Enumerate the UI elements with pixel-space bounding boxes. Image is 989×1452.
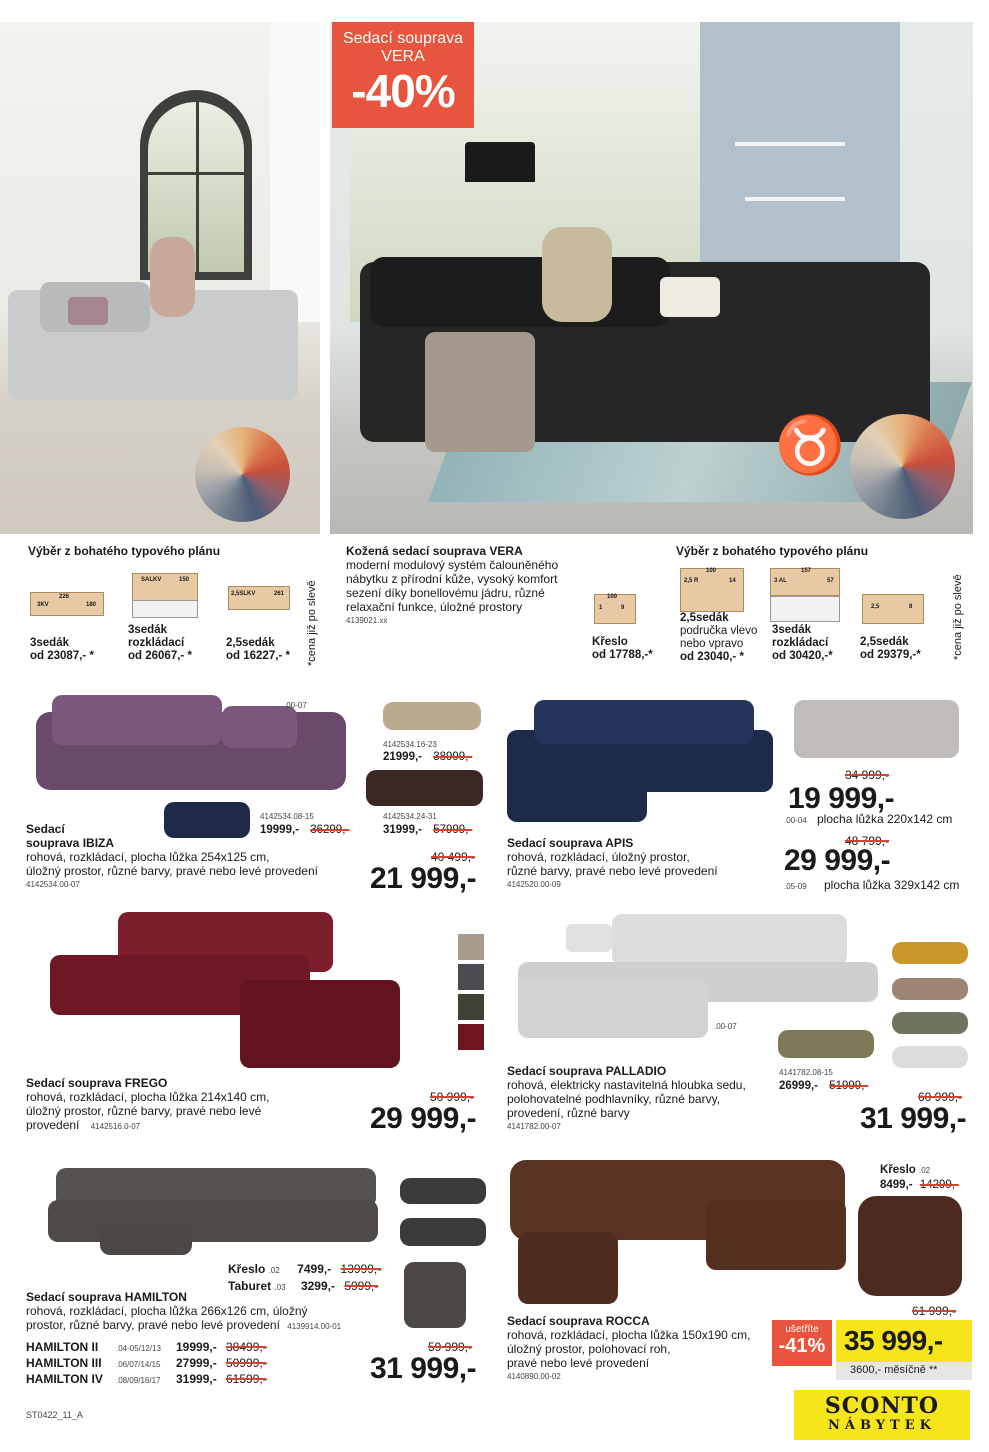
apis-title: Sedací souprava APIS: [507, 836, 634, 850]
banner-subtitle: VERA: [381, 48, 425, 65]
frego-color-swatch-4: [458, 1024, 484, 1050]
plan-2-5sedak-right: 2,5 8: [862, 594, 924, 624]
hamilton-taburet-code: .03: [274, 1283, 286, 1292]
palladio-code: 4141782.00-07: [507, 1122, 561, 1131]
hamilton-desc-2: prostor, různé barvy, pravé nebo levé provedení: [26, 1318, 280, 1332]
apis-v2-old: 48 799,-: [845, 834, 890, 848]
logo-line-2: NÁBYTEK: [828, 1418, 936, 1433]
rocca-kreslo-code: .02: [919, 1166, 931, 1175]
hamilton-variant-old: 61599,-: [226, 1372, 267, 1386]
hamilton-old-price: 59 999,-: [428, 1340, 473, 1354]
palladio-sub-price: 26999,-: [779, 1080, 819, 1092]
frego-color-swatch-3: [458, 994, 484, 1020]
hamilton-variant-code: .04-05/12/13: [116, 1344, 161, 1353]
plan-right-2-detail-2: nebo vpravo: [680, 638, 744, 650]
ibiza-old-price: 40 499,-: [431, 850, 476, 864]
price-note-left: *cena již po slevě: [306, 580, 318, 666]
frego-code: 4142516.0-07: [90, 1122, 141, 1131]
ibiza-sub-brown-image: [366, 770, 483, 806]
hamilton-variant-list: [26, 1340, 267, 1388]
rocca-kreslo-image: [858, 1196, 962, 1296]
hamilton-desc-1: rohová, rozkládací, plocha lůžka 266x126 cm, úložný: [26, 1304, 308, 1318]
hamilton-variant-name: HAMILTON III: [26, 1356, 102, 1370]
palladio-color-4: [892, 1046, 968, 1068]
hamilton-price: 31 999,-: [370, 1352, 477, 1385]
hamilton-variant-name: HAMILTON II: [26, 1340, 99, 1354]
rocca-save-label: ušetříte: [785, 1324, 819, 1335]
plans-left-heading: Výběr z bohatého typového plánu: [28, 544, 221, 558]
ibiza-sub-1-code: 4142534.16-23: [383, 740, 437, 749]
apis-code: 4142520.00-09: [507, 880, 561, 889]
palladio-sub-code: 4141782.08-15: [779, 1068, 833, 1077]
rocca-monthly-box: [836, 1362, 972, 1380]
hamilton-variant-row: [26, 1372, 267, 1388]
frego-color-swatch-2: [458, 964, 484, 990]
hamilton-taburet-price: 3299,-: [300, 1279, 335, 1293]
hamilton-kreslo-code: .02: [268, 1266, 280, 1275]
hamilton-kreslo-label: Křeslo: [228, 1262, 266, 1276]
apis-v2-code: .05-09: [784, 882, 807, 891]
hamilton-variant-name: HAMILTON IV: [26, 1372, 103, 1386]
rocca-kreslo-price: 8499,-: [880, 1179, 913, 1191]
hamilton-variant-old: 50999,-: [226, 1356, 267, 1370]
apis-v1-size: plocha lůžka 220x142 cm: [817, 812, 953, 826]
plan-left-3-name: 2,5sedák: [226, 637, 275, 649]
plan-right-1-price: od 17788,-*: [592, 649, 653, 661]
hamilton-kreslo-old: 13999,-: [340, 1262, 382, 1276]
vera-desc-1: moderní modulový systém čalouněného: [346, 558, 559, 572]
ibiza-title-1: Sedací: [26, 822, 65, 836]
hamilton-variant-row: [26, 1356, 267, 1372]
apis-desc-1: rohová, rozkládací, úložný prostor,: [507, 850, 690, 864]
palladio-variant: .00-07: [714, 1022, 737, 1031]
ibiza-sub-2-old: 57999,-: [433, 824, 473, 836]
palladio-old-price: 60 999,-: [918, 1090, 963, 1104]
palladio-desc-2: polohovatelné podhlavníky, různé barvy,: [507, 1092, 721, 1106]
rocca-price-box: [836, 1320, 972, 1362]
plan-right-2-detail-1: područka vlevo: [680, 625, 758, 637]
vera-desc-2: nábytku z přírodní kůže, vysoký komfort: [346, 572, 558, 586]
frego-title: Sedací souprava FREGO: [26, 1076, 168, 1090]
frego-desc-1: rohová, rozkládací, plocha lůžka 214x140 cm,: [26, 1090, 270, 1104]
vera-title: Kožená sedací souprava VERA: [346, 544, 523, 558]
ibiza-desc-1: rohová, rozkládací, plocha lůžka 254x125 cm,: [26, 850, 270, 864]
hamilton-variant-code: .08/09/16/17: [116, 1376, 161, 1385]
plans-right-heading: Výběr z bohatého typového plánu: [676, 544, 869, 558]
palladio-sub-old: 51999,-: [829, 1080, 869, 1092]
banner-discount: -40%: [351, 65, 455, 117]
palladio-desc-3: provedení, různé barvy: [507, 1106, 630, 1120]
leather-icon: ♉: [775, 413, 845, 476]
hamilton-variant-row: [26, 1340, 267, 1356]
hamilton-sub-1-image: [400, 1178, 486, 1204]
plan-2-5sedak-podrucka: 100 2,5 R 14: [680, 568, 744, 612]
apis-desc-2: různé barvy, pravé nebo levé provedení: [507, 864, 718, 878]
hamilton-kreslo-price: 7499,-: [297, 1262, 332, 1276]
plan-left-2-name2: rozkládací: [128, 637, 185, 649]
ibiza-sub-2-price: 31999,-: [383, 824, 423, 836]
palladio-color-1: [892, 942, 968, 964]
vera-desc-4: relaxační funkce, úložné prostory: [346, 600, 523, 614]
rocca-desc-3: pravé nebo levé provedení: [507, 1356, 650, 1370]
rocca-price: 35 999,-: [844, 1325, 943, 1356]
rocca-save-badge: [772, 1320, 832, 1366]
hamilton-variant-price: 19999,-: [176, 1340, 217, 1354]
frego-desc-3: provedení: [26, 1118, 80, 1132]
plan-kreslo: 100 1 9: [594, 594, 636, 624]
palladio-sub-image: [778, 1030, 874, 1058]
ibiza-title-2: souprava IBIZA: [26, 836, 115, 850]
frego-desc-2: úložný prostor, různé barvy, pravé nebo levé: [26, 1104, 262, 1118]
vera-desc-3: sezení díky bonellovému jádru, různé: [346, 586, 545, 600]
hamilton-sub-2-image: [400, 1218, 486, 1246]
rocca-old-price: 61 999,-: [912, 1304, 957, 1318]
rocca-kreslo-old: 14299,-: [919, 1179, 959, 1191]
apis-v2-price: 29 999,-: [784, 844, 891, 877]
banner-title: Sedací souprava: [342, 30, 464, 47]
ibiza-variant: .00-07: [284, 701, 307, 710]
ibiza-sub-1-price: 21999,-: [383, 751, 423, 763]
ibiza-code: 4142534.00-07: [26, 880, 80, 889]
ibiza-sub-3-old: 36299,-: [310, 824, 350, 836]
sconto-logo: [794, 1390, 970, 1440]
hamilton-title: Sedací souprava HAMILTON: [26, 1290, 187, 1304]
palladio-color-2: [892, 978, 968, 1000]
rocca-save-pct: -41%: [778, 1335, 826, 1357]
vera-code: 4139021.xx: [346, 616, 388, 625]
ibiza-sub-3-code: 4142534.08-15: [260, 812, 314, 821]
hamilton-variant-price: 27999,-: [176, 1356, 217, 1370]
hamilton-variant-code: .06/07/14/15: [116, 1360, 161, 1369]
apis-sub-image: [794, 700, 959, 758]
frego-price: 29 999,-: [370, 1102, 477, 1135]
rocca-desc-1: rohová, rozkládací, plocha lůžka 150x190 cm,: [507, 1328, 751, 1342]
plan-left-1-price: od 23087,- *: [30, 650, 94, 662]
footer-code: ST0422_11_A: [26, 1410, 83, 1420]
apis-v1-old: 34 999,-: [845, 768, 890, 782]
plan-right-3-name: 3sedák: [772, 624, 812, 636]
frego-old-price: 50 999,-: [430, 1090, 475, 1104]
ibiza-sub-2-code: 4142534.24-31: [383, 812, 437, 821]
plan-left-3-price: od 16227,- *: [226, 650, 290, 662]
plan-right-3-name2: rozkládací: [772, 637, 829, 649]
hamilton-variant-old: 38499,-: [226, 1340, 267, 1354]
ibiza-sub-3-price: 19999,-: [260, 824, 300, 836]
plan-right-4-price: od 29379,-*: [860, 649, 921, 661]
palladio-color-3: [892, 1012, 968, 1034]
plan-right-2-name: 2,5sedák: [680, 612, 729, 624]
apis-v2-size: plocha lůžka 329x142 cm: [824, 878, 960, 892]
hamilton-code: 4139914.00-01: [287, 1322, 342, 1331]
hamilton-taburet-label: Taburet: [228, 1279, 272, 1293]
ibiza-sub-beige-image: [383, 702, 481, 730]
rocca-title: Sedací souprava ROCCA: [507, 1314, 650, 1328]
plan-right-3-price: od 30420,-*: [772, 650, 833, 662]
plan-left-2-price: od 26067,- *: [128, 650, 192, 662]
logo-line-1: SCONTO: [824, 1393, 940, 1419]
hamilton-kreslo-image: [404, 1262, 466, 1328]
ibiza-sub-1-old: 38999,-: [433, 751, 473, 763]
apis-v1-code: .00-04: [784, 816, 807, 825]
plan-right-4-name: 2,5sedák: [860, 636, 909, 648]
price-note-right: *cena již po slevě: [952, 574, 964, 660]
rocca-monthly: 3600,- měsíčně **: [850, 1364, 938, 1376]
palladio-title: Sedací souprava PALLADIO: [507, 1064, 667, 1078]
plan-right-1-name: Křeslo: [592, 636, 628, 648]
ibiza-desc-2: úložný prostor, různé barvy, pravé nebo levé provedení: [26, 864, 318, 878]
palladio-price: 31 999,-: [860, 1102, 967, 1135]
plan-3sedak: 3KV 226 180: [30, 592, 104, 616]
rocca-code: 4140890.00-02: [507, 1372, 561, 1381]
frego-color-swatch-1: [458, 934, 484, 960]
apis-v1-price: 19 999,-: [788, 782, 895, 815]
rocca-kreslo-label: Křeslo: [880, 1164, 916, 1176]
plan-2-5sedak: 2,5SLKV 261: [228, 586, 290, 610]
palladio-desc-1: rohová, elektricky nastavitelná hloubka sedu,: [507, 1078, 746, 1092]
plan-left-1-name: 3sedák: [30, 637, 70, 649]
rocca-desc-2: úložný prostor, polohovací roh,: [507, 1342, 671, 1356]
ibiza-price: 21 999,-: [370, 862, 477, 895]
hamilton-taburet-old: 5999,-: [344, 1279, 379, 1293]
plan-3sedak-rozkladaci-right: 157 3 AL 57: [770, 568, 840, 596]
hamilton-variant-price: 31999,-: [176, 1372, 217, 1386]
plan-3sedak-rozkladaci: SALKV 150: [132, 573, 198, 601]
photo-left-living-room: [0, 22, 320, 534]
discount-banner: [332, 22, 474, 128]
plan-right-2-price: od 23040,- *: [680, 651, 744, 663]
plan-left-2-name: 3sedák: [128, 624, 168, 636]
